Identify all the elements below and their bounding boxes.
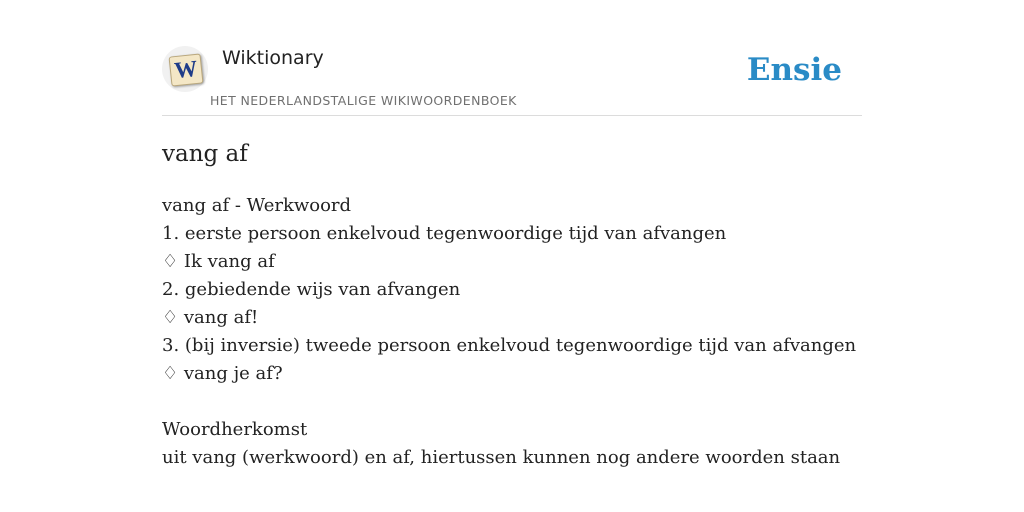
site-tagline: HET NEDERLANDSTALIGE WIKIWOORDENBOEK	[210, 93, 517, 108]
site-name[interactable]: Wiktionary	[222, 47, 324, 69]
entry-content	[162, 192, 862, 472]
example-line: ♢ vang je af?	[162, 363, 283, 384]
ensie-brand-link[interactable]: Ensie	[746, 52, 842, 88]
definition-line: 3. (bij inversie) tweede persoon enkelvoud tegenwoordige tijd van afvangen	[162, 335, 857, 356]
page-title: vang af	[162, 141, 248, 167]
header-divider	[162, 115, 862, 116]
spacer	[162, 388, 862, 416]
definition-heading: vang af - Werkwoord	[162, 195, 352, 216]
etymology-text: uit vang (werkwoord) en af, hiertussen kunnen nog andere woorden staan	[162, 447, 841, 468]
definition-line: 1. eerste persoon enkelvoud tegenwoordige tijd van afvangen	[162, 223, 727, 244]
wiktionary-logo[interactable]	[162, 46, 208, 92]
etymology-heading: Woordherkomst	[162, 419, 308, 440]
page-container	[162, 0, 862, 512]
example-line: ♢ vang af!	[162, 307, 259, 328]
definition-line: 2. gebiedende wijs van afvangen	[162, 279, 461, 300]
logo-letter: W	[173, 55, 199, 84]
logo-tile-icon	[169, 53, 204, 86]
example-line: ♢ Ik vang af	[162, 251, 275, 272]
